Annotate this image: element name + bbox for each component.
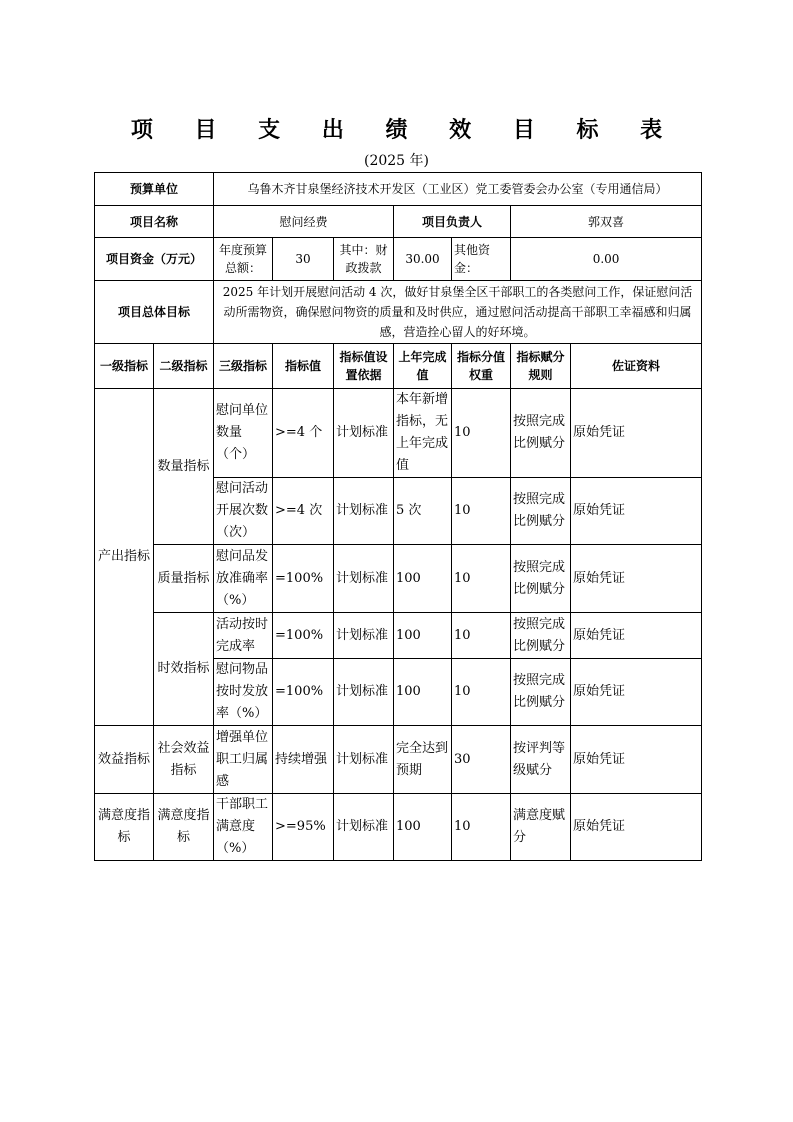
indicator-name: 干部职工满意度（%）	[214, 794, 273, 861]
evidence: 原始凭证	[571, 659, 702, 726]
indicator-basis: 计划标准	[334, 478, 394, 545]
indicator-basis: 计划标准	[334, 794, 394, 861]
last-year-value: 5 次	[394, 478, 452, 545]
evidence: 原始凭证	[571, 726, 702, 794]
level1-satisfaction: 满意度指标	[95, 794, 154, 861]
fiscal-value: 30.00	[394, 238, 452, 281]
scoring-rule: 按照完成比例赋分	[511, 389, 571, 478]
table-row	[95, 613, 702, 659]
budget-unit-value: 乌鲁木齐甘泉堡经济技术开发区（工业区）党工委管委会办公室（专用通信局）	[214, 173, 702, 206]
indicator-weight: 10	[452, 659, 511, 726]
project-name-row	[95, 206, 702, 238]
indicator-name: 慰问活动开展次数（次）	[214, 478, 273, 545]
scoring-rule: 满意度赋分	[511, 794, 571, 861]
last-year-value: 100	[394, 545, 452, 613]
indicator-weight: 30	[452, 726, 511, 794]
indicator-name: 慰问品发放准确率（%）	[214, 545, 273, 613]
scoring-rule: 按照完成比例赋分	[511, 613, 571, 659]
indicator-value: 持续增强	[273, 726, 334, 794]
column-header-row	[95, 344, 702, 389]
indicator-name: 慰问单位数量（个）	[214, 389, 273, 478]
evidence: 原始凭证	[571, 478, 702, 545]
indicator-value: >=95%	[273, 794, 334, 861]
scoring-rule: 按照完成比例赋分	[511, 659, 571, 726]
indicator-basis: 计划标准	[334, 389, 394, 478]
level2-quality: 质量指标	[154, 545, 214, 613]
project-leader-value: 郭双喜	[511, 206, 702, 238]
year-label: (2025 年)	[363, 153, 429, 169]
level2-timeliness: 时效指标	[154, 613, 214, 726]
scoring-rule: 按照完成比例赋分	[511, 545, 571, 613]
goal-label: 项目总体目标	[95, 281, 214, 344]
indicator-value: =100%	[273, 659, 334, 726]
goal-row	[95, 281, 702, 344]
indicator-value: =100%	[273, 545, 334, 613]
scoring-rule: 按评判等级赋分	[511, 726, 571, 794]
col-header-value: 指标值	[273, 344, 334, 389]
indicator-weight: 10	[452, 478, 511, 545]
fiscal-label: 其中：财政拨款	[334, 238, 394, 281]
other-funds-label: 其他资金：	[452, 238, 511, 281]
evidence: 原始凭证	[571, 389, 702, 478]
table-row	[95, 545, 702, 613]
project-name-value: 慰问经费	[214, 206, 394, 238]
indicator-value: >=4 次	[273, 478, 334, 545]
last-year-value: 100	[394, 794, 452, 861]
indicator-value: >=4 个	[273, 389, 334, 478]
col-header-level3: 三级指标	[214, 344, 273, 389]
evidence: 原始凭证	[571, 613, 702, 659]
col-header-level2: 二级指标	[154, 344, 214, 389]
level2-satisfaction: 满意度指标	[154, 794, 214, 861]
evidence: 原始凭证	[571, 794, 702, 861]
last-year-value: 100	[394, 659, 452, 726]
indicator-weight: 10	[452, 613, 511, 659]
budget-unit-label: 预算单位	[95, 173, 214, 206]
level1-benefit: 效益指标	[95, 726, 154, 794]
performance-table	[94, 172, 702, 861]
indicator-basis: 计划标准	[334, 659, 394, 726]
indicator-weight: 10	[452, 389, 511, 478]
level1-output: 产出指标	[95, 389, 154, 726]
indicator-name: 慰问物品按时发放率（%）	[214, 659, 273, 726]
indicator-weight: 10	[452, 545, 511, 613]
indicator-basis: 计划标准	[334, 613, 394, 659]
indicator-name: 增强单位职工归属感	[214, 726, 273, 794]
last-year-value: 本年新增指标，无上年完成值	[394, 389, 452, 478]
funds-row	[95, 238, 702, 281]
table-row	[95, 389, 702, 478]
last-year-value: 完全达到预期	[394, 726, 452, 794]
indicator-weight: 10	[452, 794, 511, 861]
col-header-rule: 指标赋分规则	[511, 344, 571, 389]
last-year-value: 100	[394, 613, 452, 659]
funds-label: 项目资金（万元）	[95, 238, 214, 281]
level2-quantity: 数量指标	[154, 389, 214, 545]
table-row	[95, 794, 702, 861]
col-header-evidence: 佐证资料	[571, 344, 702, 389]
indicator-basis: 计划标准	[334, 726, 394, 794]
annual-budget-label: 年度预算总额：	[214, 238, 273, 281]
col-header-basis: 指标值设置依据	[334, 344, 394, 389]
col-header-last-year: 上年完成值	[394, 344, 452, 389]
budget-unit-row	[95, 173, 702, 206]
scoring-rule: 按照完成比例赋分	[511, 478, 571, 545]
table-row	[95, 726, 702, 794]
indicator-name: 活动按时完成率	[214, 613, 273, 659]
annual-budget-value: 30	[273, 238, 334, 281]
goal-value: 2025 年计划开展慰问活动 4 次，做好甘泉堡全区干部职工的各类慰问工作，保证慰问活动所需物资，确保慰问物资的质量和及时供应，通过慰问活动提高干部职工幸福感和归属感，营造拴心留人的好环境。	[214, 281, 702, 344]
other-funds-value: 0.00	[511, 238, 702, 281]
col-header-weight: 指标分值权重	[452, 344, 511, 389]
indicator-value: =100%	[273, 613, 334, 659]
page-title: 项 目 支 出 绩 效 目 标 表	[130, 118, 680, 143]
project-leader-label: 项目负责人	[394, 206, 511, 238]
project-name-label: 项目名称	[95, 206, 214, 238]
indicator-basis: 计划标准	[334, 545, 394, 613]
col-header-level1: 一级指标	[95, 344, 154, 389]
evidence: 原始凭证	[571, 545, 702, 613]
level2-social: 社会效益指标	[154, 726, 214, 794]
